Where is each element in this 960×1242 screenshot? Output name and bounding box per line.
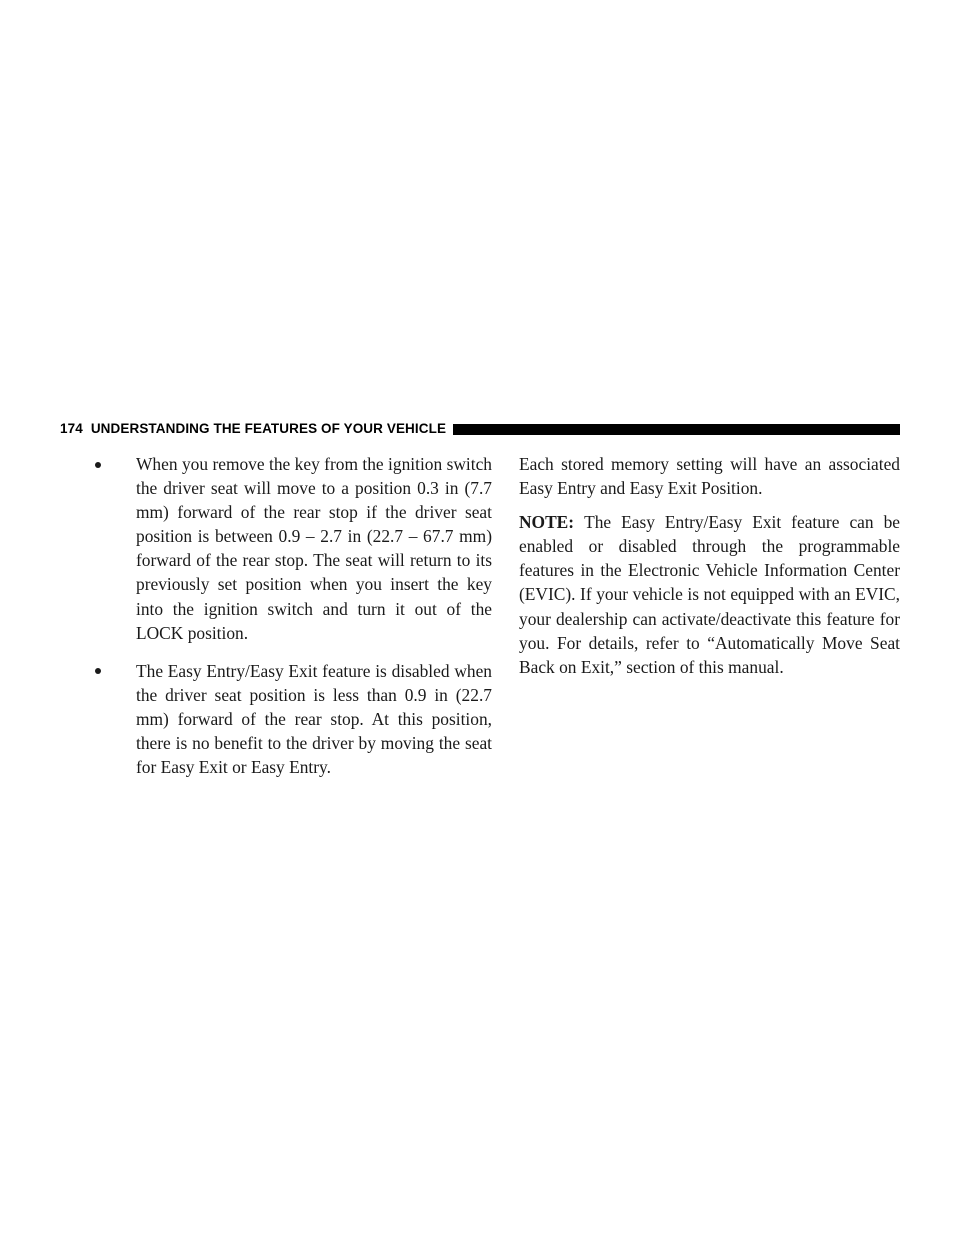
bullet-text: When you remove the key from the ignition switch the driver seat will move to a position 0.3 in (7.7 mm) forward of the rear stop if the driver seat position is between 0.9 – 2.7 in (22.7 – 67.7 mm) forward of the rear stop. The seat will return to its previously set position when you insert the key into the ignition switch and turn it out of the LOCK position. (136, 454, 492, 643)
note-label: NOTE: (519, 512, 575, 533)
page-number: 174 (60, 421, 83, 436)
left-column (60, 452, 492, 793)
note-text: The Easy Entry/Easy Exit feature can be enabled or disabled through the programmable features in the Electronic Vehicle Information Center (EVIC). If your vehicle is not equipped with an EVIC, your dealership can activate/deactivate this feature for you. For details, refer to “Automatically Move Seat Back on Exit,” section of this manual. (519, 512, 900, 677)
bullet-item (60, 452, 492, 645)
right-column (519, 452, 900, 689)
bullet-item (60, 659, 492, 779)
note-paragraph (519, 510, 900, 679)
section-title: UNDERSTANDING THE FEATURES OF YOUR VEHICLE (90, 421, 447, 436)
bullet-dot-icon (60, 452, 136, 476)
bullet-dot-icon (60, 659, 136, 683)
bullet-text: The Easy Entry/Easy Exit feature is disabled when the driver seat position is less than 0.9 in (22.7 mm) forward of the rear stop. At this position, there is no benefit to the driver by moving the seat for Easy Exit or Easy Entry. (136, 660, 492, 778)
memory-setting-paragraph: Each stored memory setting will have an associated Easy Entry and Easy Exit Position. (519, 454, 900, 499)
header-rule (453, 424, 900, 435)
page-header (60, 419, 900, 439)
